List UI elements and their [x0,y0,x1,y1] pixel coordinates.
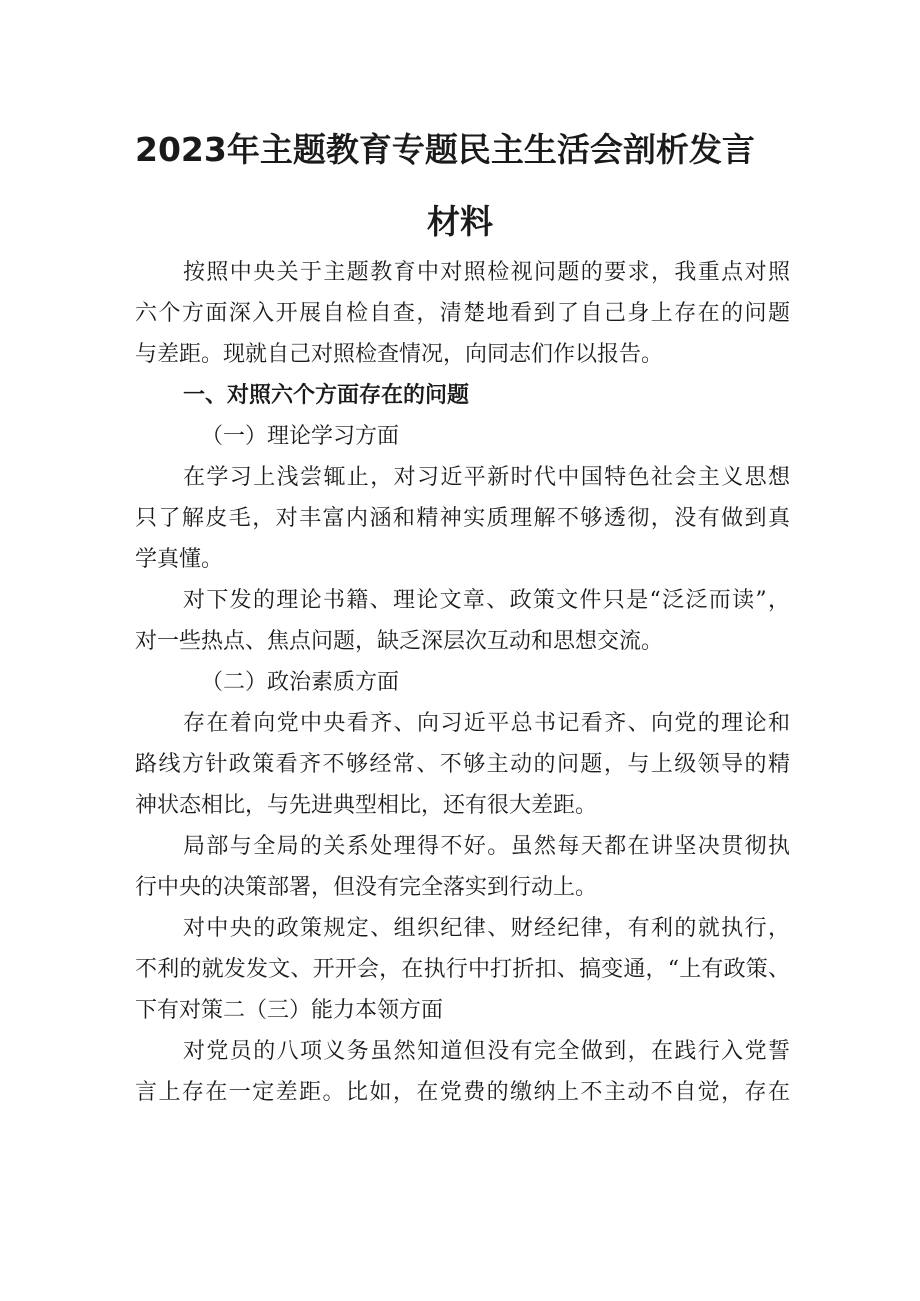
paragraph-line: 对一些热点、焦点问题，缺乏深层次互动和思想交流。 [135,629,664,654]
paragraph-line: 学真懂。 [135,547,224,572]
document-title-line-1: 2023年主题教育专题民主生活会剖析发言 [135,130,755,169]
paragraph-line: 局部与全局的关系处理得不好。虽然每天都在讲坚决贯彻执 [183,834,790,859]
paragraph-line: 对党员的八项义务虽然知道但没有完全做到，在践行入党誓 [183,1039,790,1064]
section-heading: 一、对照六个方面存在的问题 [183,383,470,408]
paragraph-line: 只了解皮毛，对丰富内涵和精神实质理解不够透彻，没有做到真 [135,506,790,531]
paragraph-line: 神状态相比，与先进典型相比，还有很大差距。 [135,793,598,818]
intro-line: 与差距。现就自己对照检查情况，向同志们作以报告。 [135,342,664,367]
paragraph-line: 下有对策二（三）能力本领方面 [135,998,444,1023]
subsection-heading: （二）政治素质方面 [201,670,400,695]
intro-line: 六个方面深入开展自检自查，清楚地看到了自己身上存在的问题 [135,301,790,326]
paragraph-line: 存在着向党中央看齐、向习近平总书记看齐、向党的理论和 [183,711,790,736]
subsection-heading: （一）理论学习方面 [201,424,400,449]
paragraph-line: 路线方针政策看齐不够经常、不够主动的问题，与上级领导的精 [135,752,790,777]
intro-line: 按照中央关于主题教育中对照检视问题的要求，我重点对照 [183,260,790,285]
paragraph-line: 对下发的理论书籍、理论文章、政策文件只是“泛泛而读”， [183,588,790,613]
paragraph-line: 对中央的政策规定、组织纪律、财经纪律，有利的就执行， [183,916,790,941]
document-title-line-2: 材料 [427,202,493,241]
paragraph-line: 不利的就发发文、开开会，在执行中打折扣、搞变通，“上有政策、 [135,957,790,982]
paragraph-line: 在学习上浅尝辄止，对习近平新时代中国特色社会主义思想 [183,465,790,490]
document-body [135,252,790,1113]
paragraph-line: 行中央的决策部署，但没有完全落实到行动上。 [135,875,598,900]
paragraph-line: 言上存在一定差距。比如，在党费的缴纳上不主动不自觉，存在 [135,1080,790,1105]
